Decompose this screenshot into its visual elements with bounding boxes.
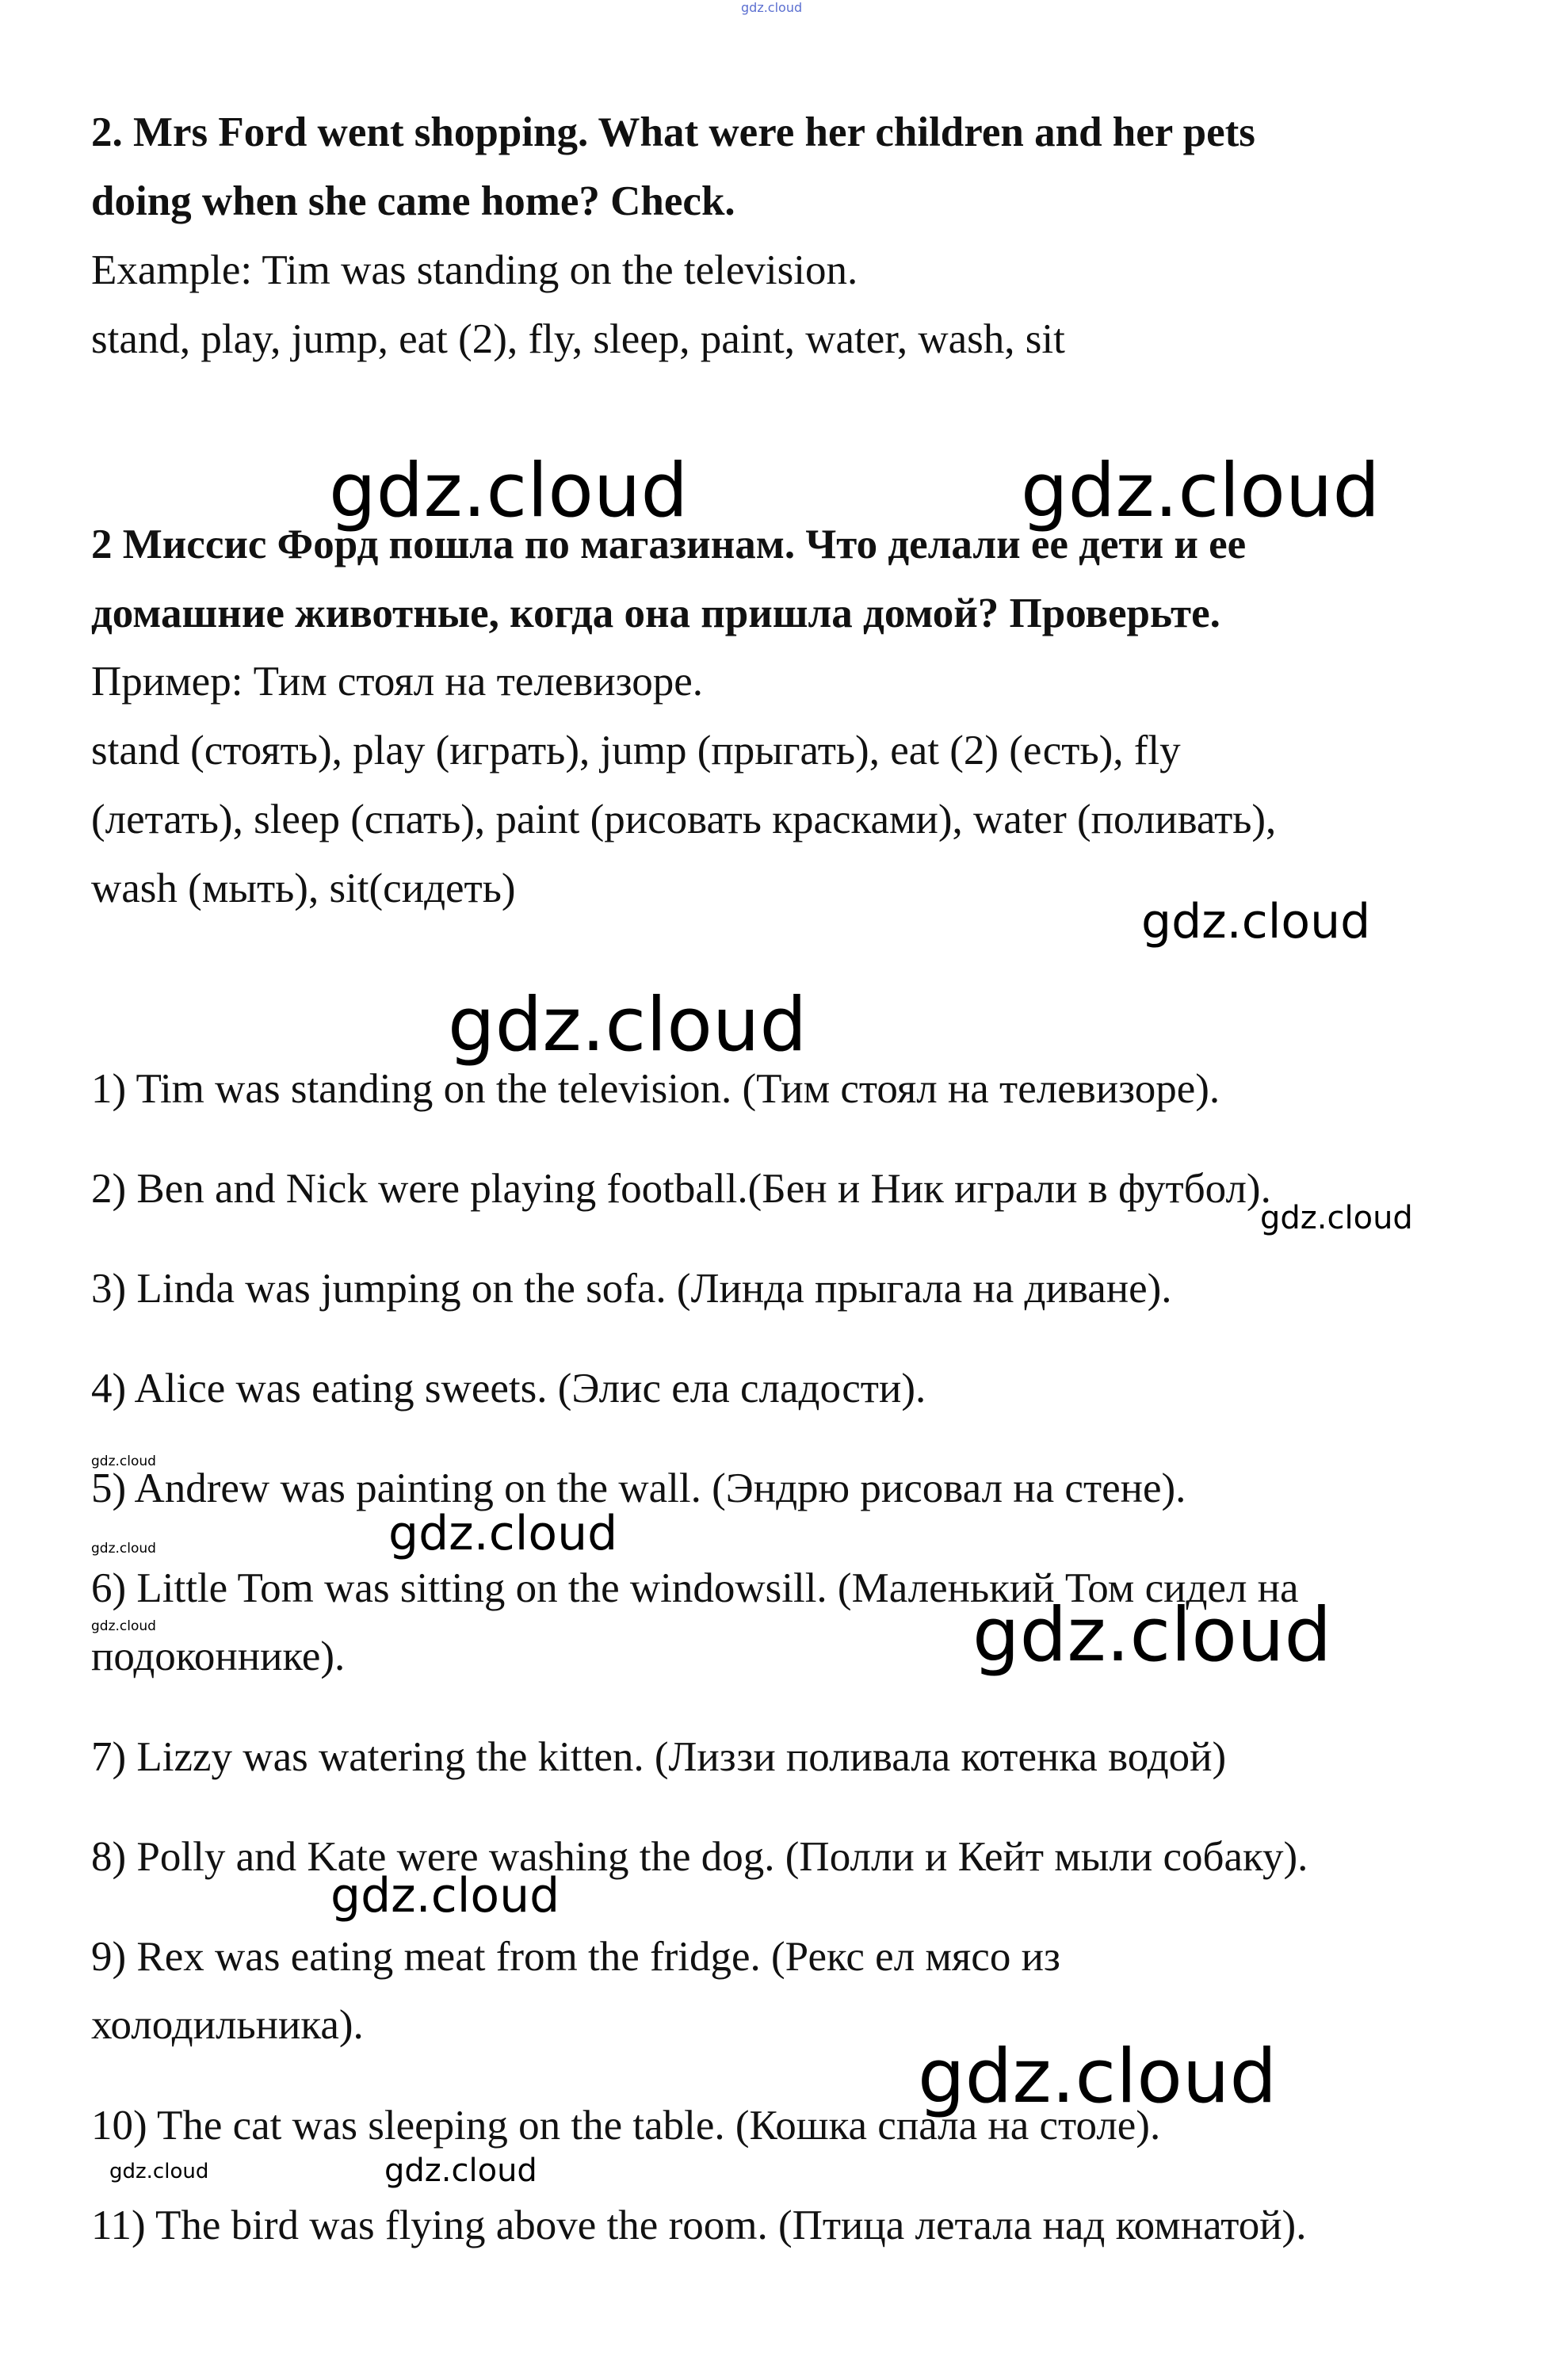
watermark: gdz.cloud <box>384 2153 537 2189</box>
watermark: gdz.cloud <box>388 1506 618 1561</box>
answer-8: 8) Polly and Kate were washing the dog. (Полли и Кейт мыли собаку). <box>91 1834 1308 1880</box>
task-ru-title-line-1: 2 Миссис Форд пошла по магазинам. Что делали ее дети и ее <box>91 521 1247 567</box>
watermark: gdz.cloud <box>91 1454 156 1469</box>
answer-7: 7) Lizzy was watering the kitten. (Лиззи поливала котенка водой) <box>91 1734 1227 1780</box>
task-en-verbs: stand, play, jump, eat (2), fly, sleep, paint, water, wash, sit <box>91 316 1065 362</box>
task-en-title-line-2: doing when she came home? Check. <box>91 178 735 224</box>
task-ru-verbs-line-1: stand (стоять), play (играть), jump (прыгать), eat (2) (есть), fly <box>91 728 1181 774</box>
answer-5: 5) Andrew was painting on the wall. (Эндрю рисовал на стене). <box>91 1465 1186 1511</box>
watermark: gdz.cloud <box>448 982 808 1068</box>
watermark: gdz.cloud <box>91 1541 156 1557</box>
answer-4: 4) Alice was eating sweets. (Элис ела сладости). <box>91 1366 926 1412</box>
watermark: gdz.cloud <box>1141 894 1371 949</box>
answer-11: 11) The bird was flying above the room. (Птица летала над комнатой). <box>91 2202 1307 2248</box>
task-ru-verbs-line-2: (летать), sleep (спать), paint (рисовать красками), water (поливать), <box>91 797 1277 842</box>
watermark: gdz.cloud <box>329 448 689 534</box>
watermark: gdz.cloud <box>1021 448 1381 534</box>
watermark: gdz.cloud <box>972 1592 1332 1679</box>
header-watermark: gdz.cloud <box>741 0 803 15</box>
watermark: gdz.cloud <box>330 1868 560 1923</box>
task-en-example: Example: Tim was standing on the television. <box>91 247 858 293</box>
answer-9-line-2: холодильника). <box>91 2002 364 2048</box>
watermark: gdz.cloud <box>1260 1200 1413 1236</box>
answer-1: 1) Tim was standing on the television. (Тим стоял на телевизоре). <box>91 1066 1220 1112</box>
answer-6-line-2: подоконнике). <box>91 1633 346 1679</box>
task-ru-title-line-2: домашние животные, когда она пришла домой? Проверьте. <box>91 590 1220 636</box>
answer-6-line-1: 6) Little Tom was sitting on the windowsill. (Маленький Том сидел на <box>91 1565 1299 1611</box>
watermark: gdz.cloud <box>91 1618 156 1634</box>
watermark: gdz.cloud <box>109 2160 209 2183</box>
answer-3: 3) Linda was jumping on the sofa. (Линда прыгала на диване). <box>91 1266 1172 1312</box>
answer-9-line-1: 9) Rex was eating meat from the fridge. (Рекс ел мясо из <box>91 1934 1060 1980</box>
answer-10: 10) The cat was sleeping on the table. (Кошка спала на столе). <box>91 2103 1161 2149</box>
task-ru-example: Пример: Тим стоял на телевизоре. <box>91 659 704 705</box>
watermark: gdz.cloud <box>918 2034 1278 2120</box>
task-ru-verbs-line-3: wash (мыть), sit(сидеть) <box>91 865 516 911</box>
task-en-title-line-1: 2. Mrs Ford went shopping. What were her children and her pets <box>91 109 1255 155</box>
answer-2: 2) Ben and Nick were playing football.(Бен и Ник играли в футбол). <box>91 1166 1271 1212</box>
